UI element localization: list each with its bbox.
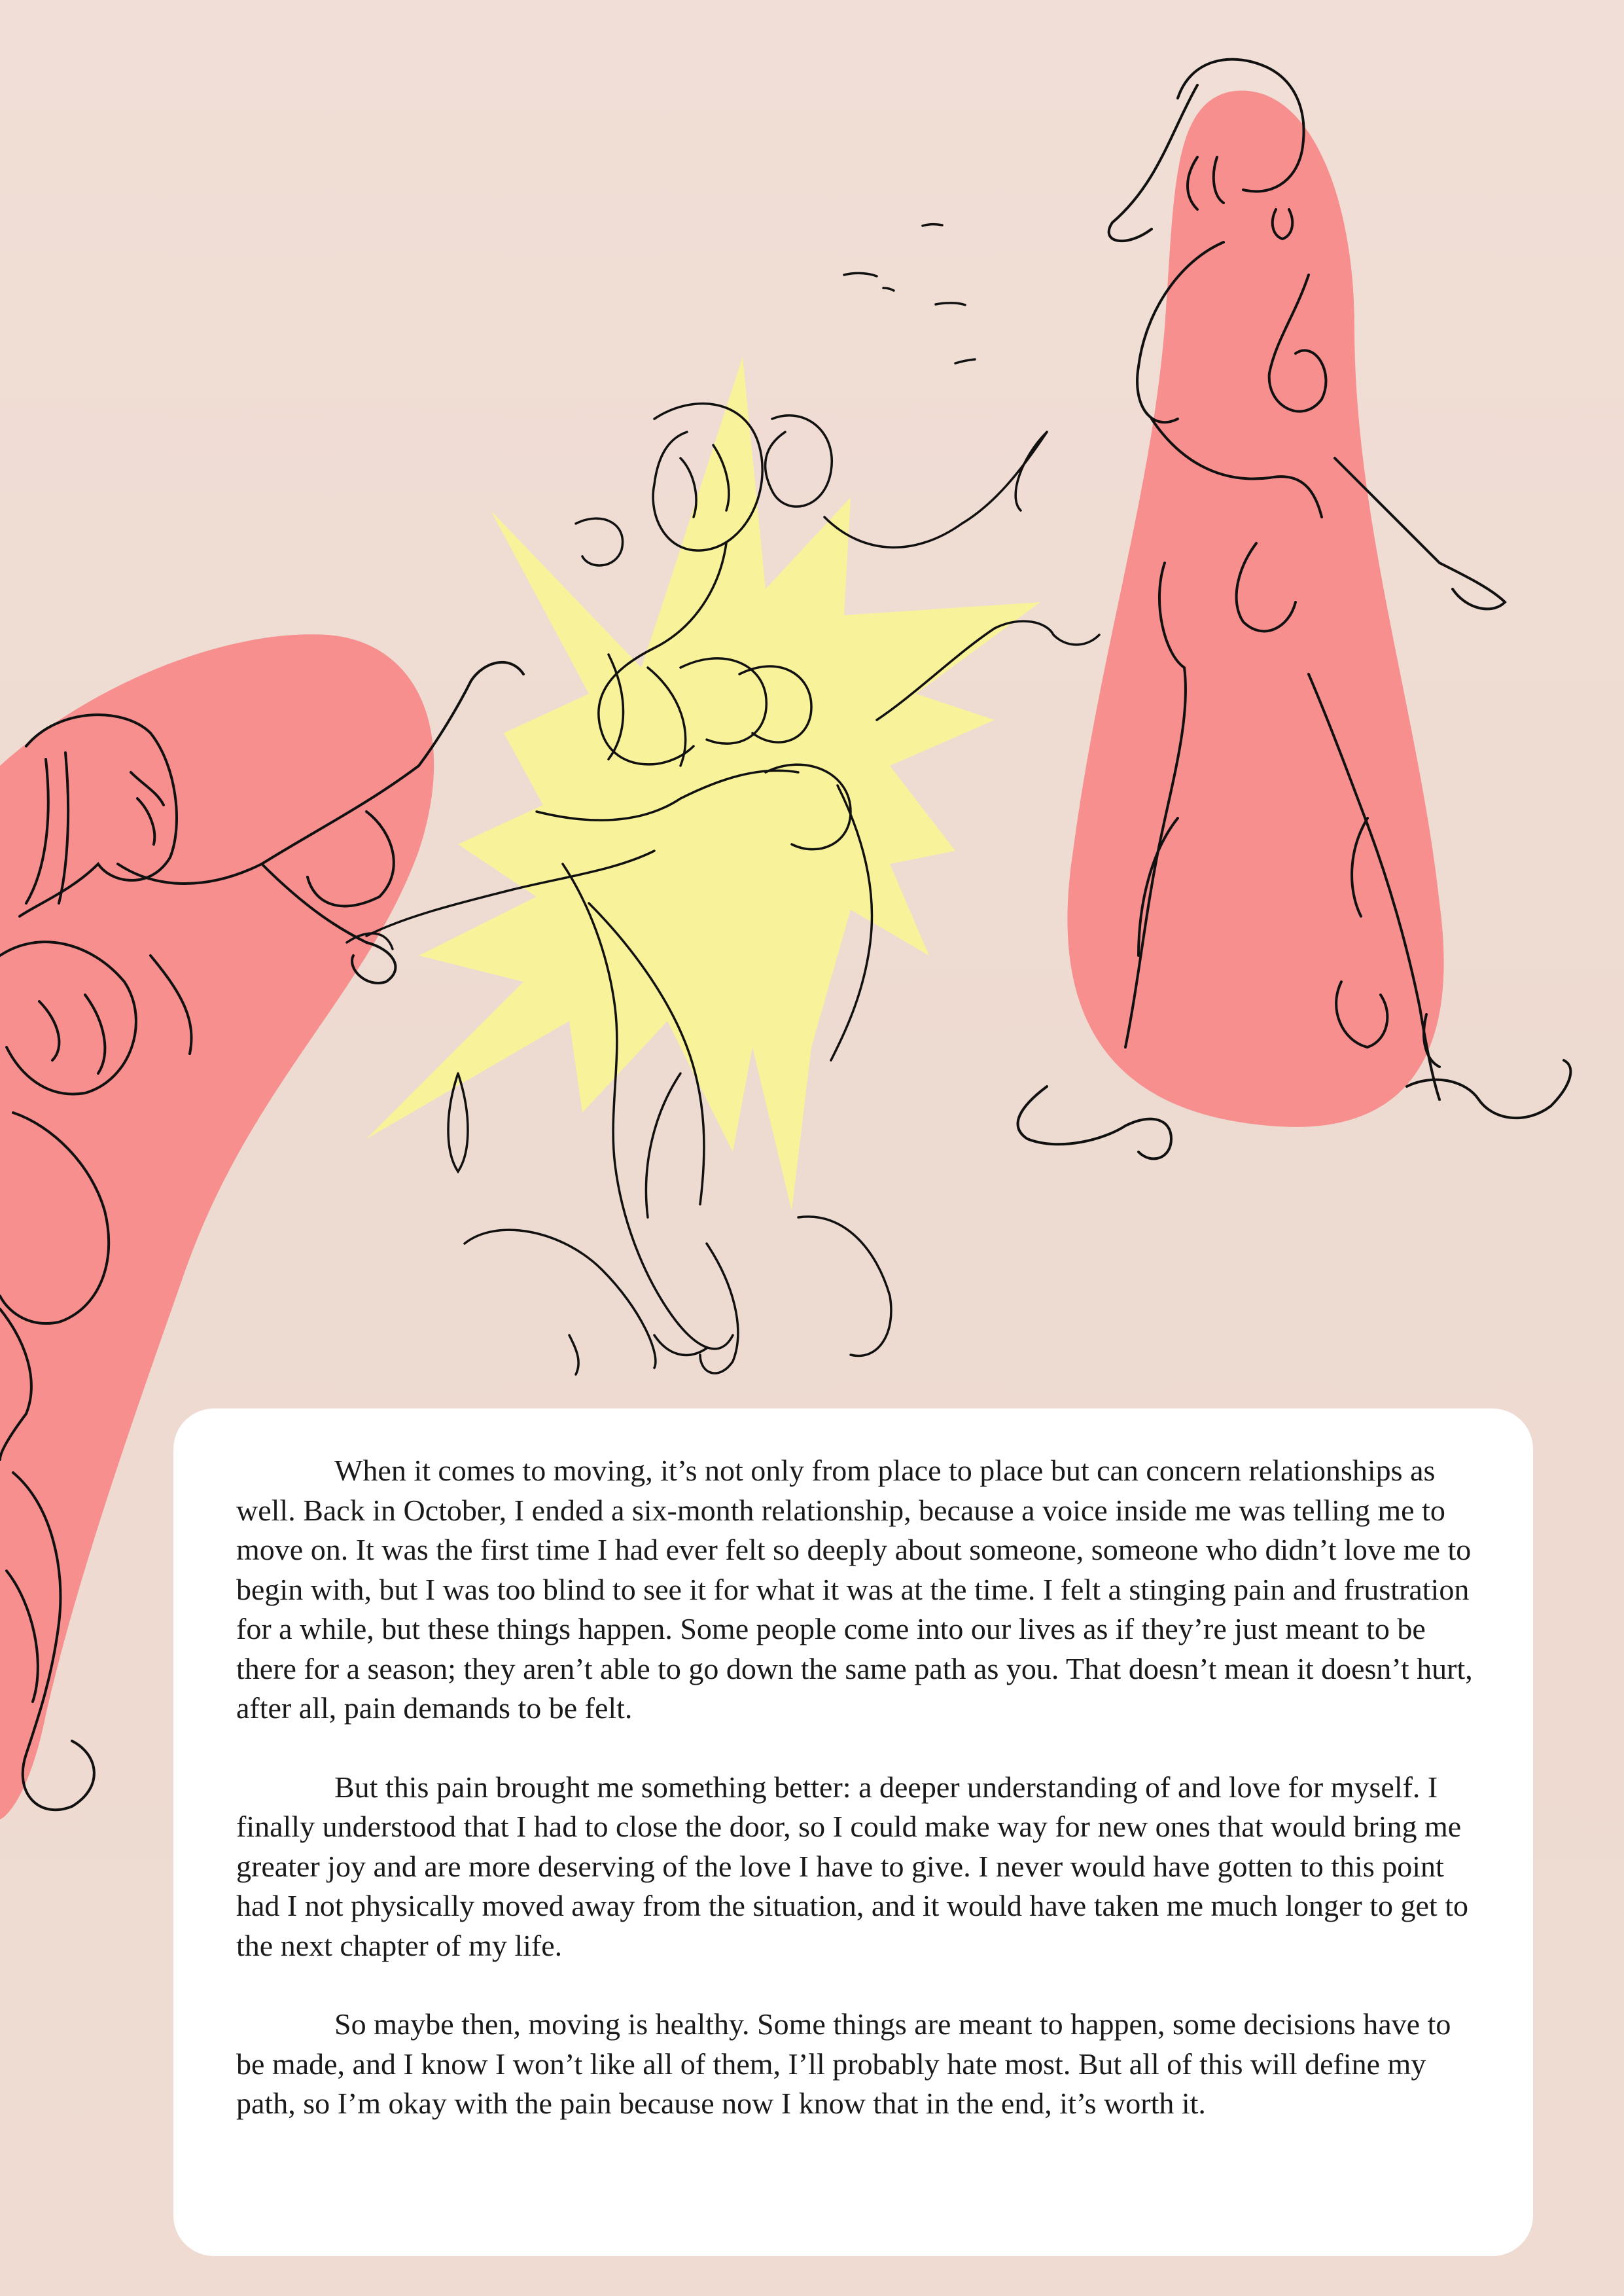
- article-paragraph-1: When it comes to moving, it’s not only from place to place but can concern relationships as well. Back in October, I ended a six-month relationship, because a voice inside me was telling me to move on. It was the first time I had ever felt so deeply about someone, someone who didn’t love me to begin with, but I was too blind to see it for what it was at the time. I felt a stinging pain and frustration for a while, but these things happen. Some people come into our lives as if they’re just meant to be there for a season; they aren’t able to go down the same path as you. That doesn’t mean it doesn’t hurt, after all, pain demands to be felt.: [236, 1454, 1473, 1725]
- article-paragraph-2: But this pain brought me something better: a deeper understanding of and love for myself. I finally understood that I had to close the door, so I could make way for new ones that would bring me greater joy and are more deserving of the love I have to give. I never would have gotten to this point had I not physically moved away from the situation, and it would have taken me much longer to get to the next chapter of my life.: [236, 1770, 1468, 1962]
- yellow-burst: [366, 357, 1040, 1211]
- scatter-marks: [844, 224, 975, 363]
- pink-blob-right: [1067, 90, 1443, 1126]
- article-paragraph-3: So maybe then, moving is healthy. Some things are meant to happen, some decisions have to be made, and I know I won’t like all of them, I’ll probably hate most. But all of this will define my path, so I’m okay with the pain because now I know that in the end, it’s worth it.: [236, 2007, 1451, 2120]
- article-text-card: [173, 1408, 1533, 2256]
